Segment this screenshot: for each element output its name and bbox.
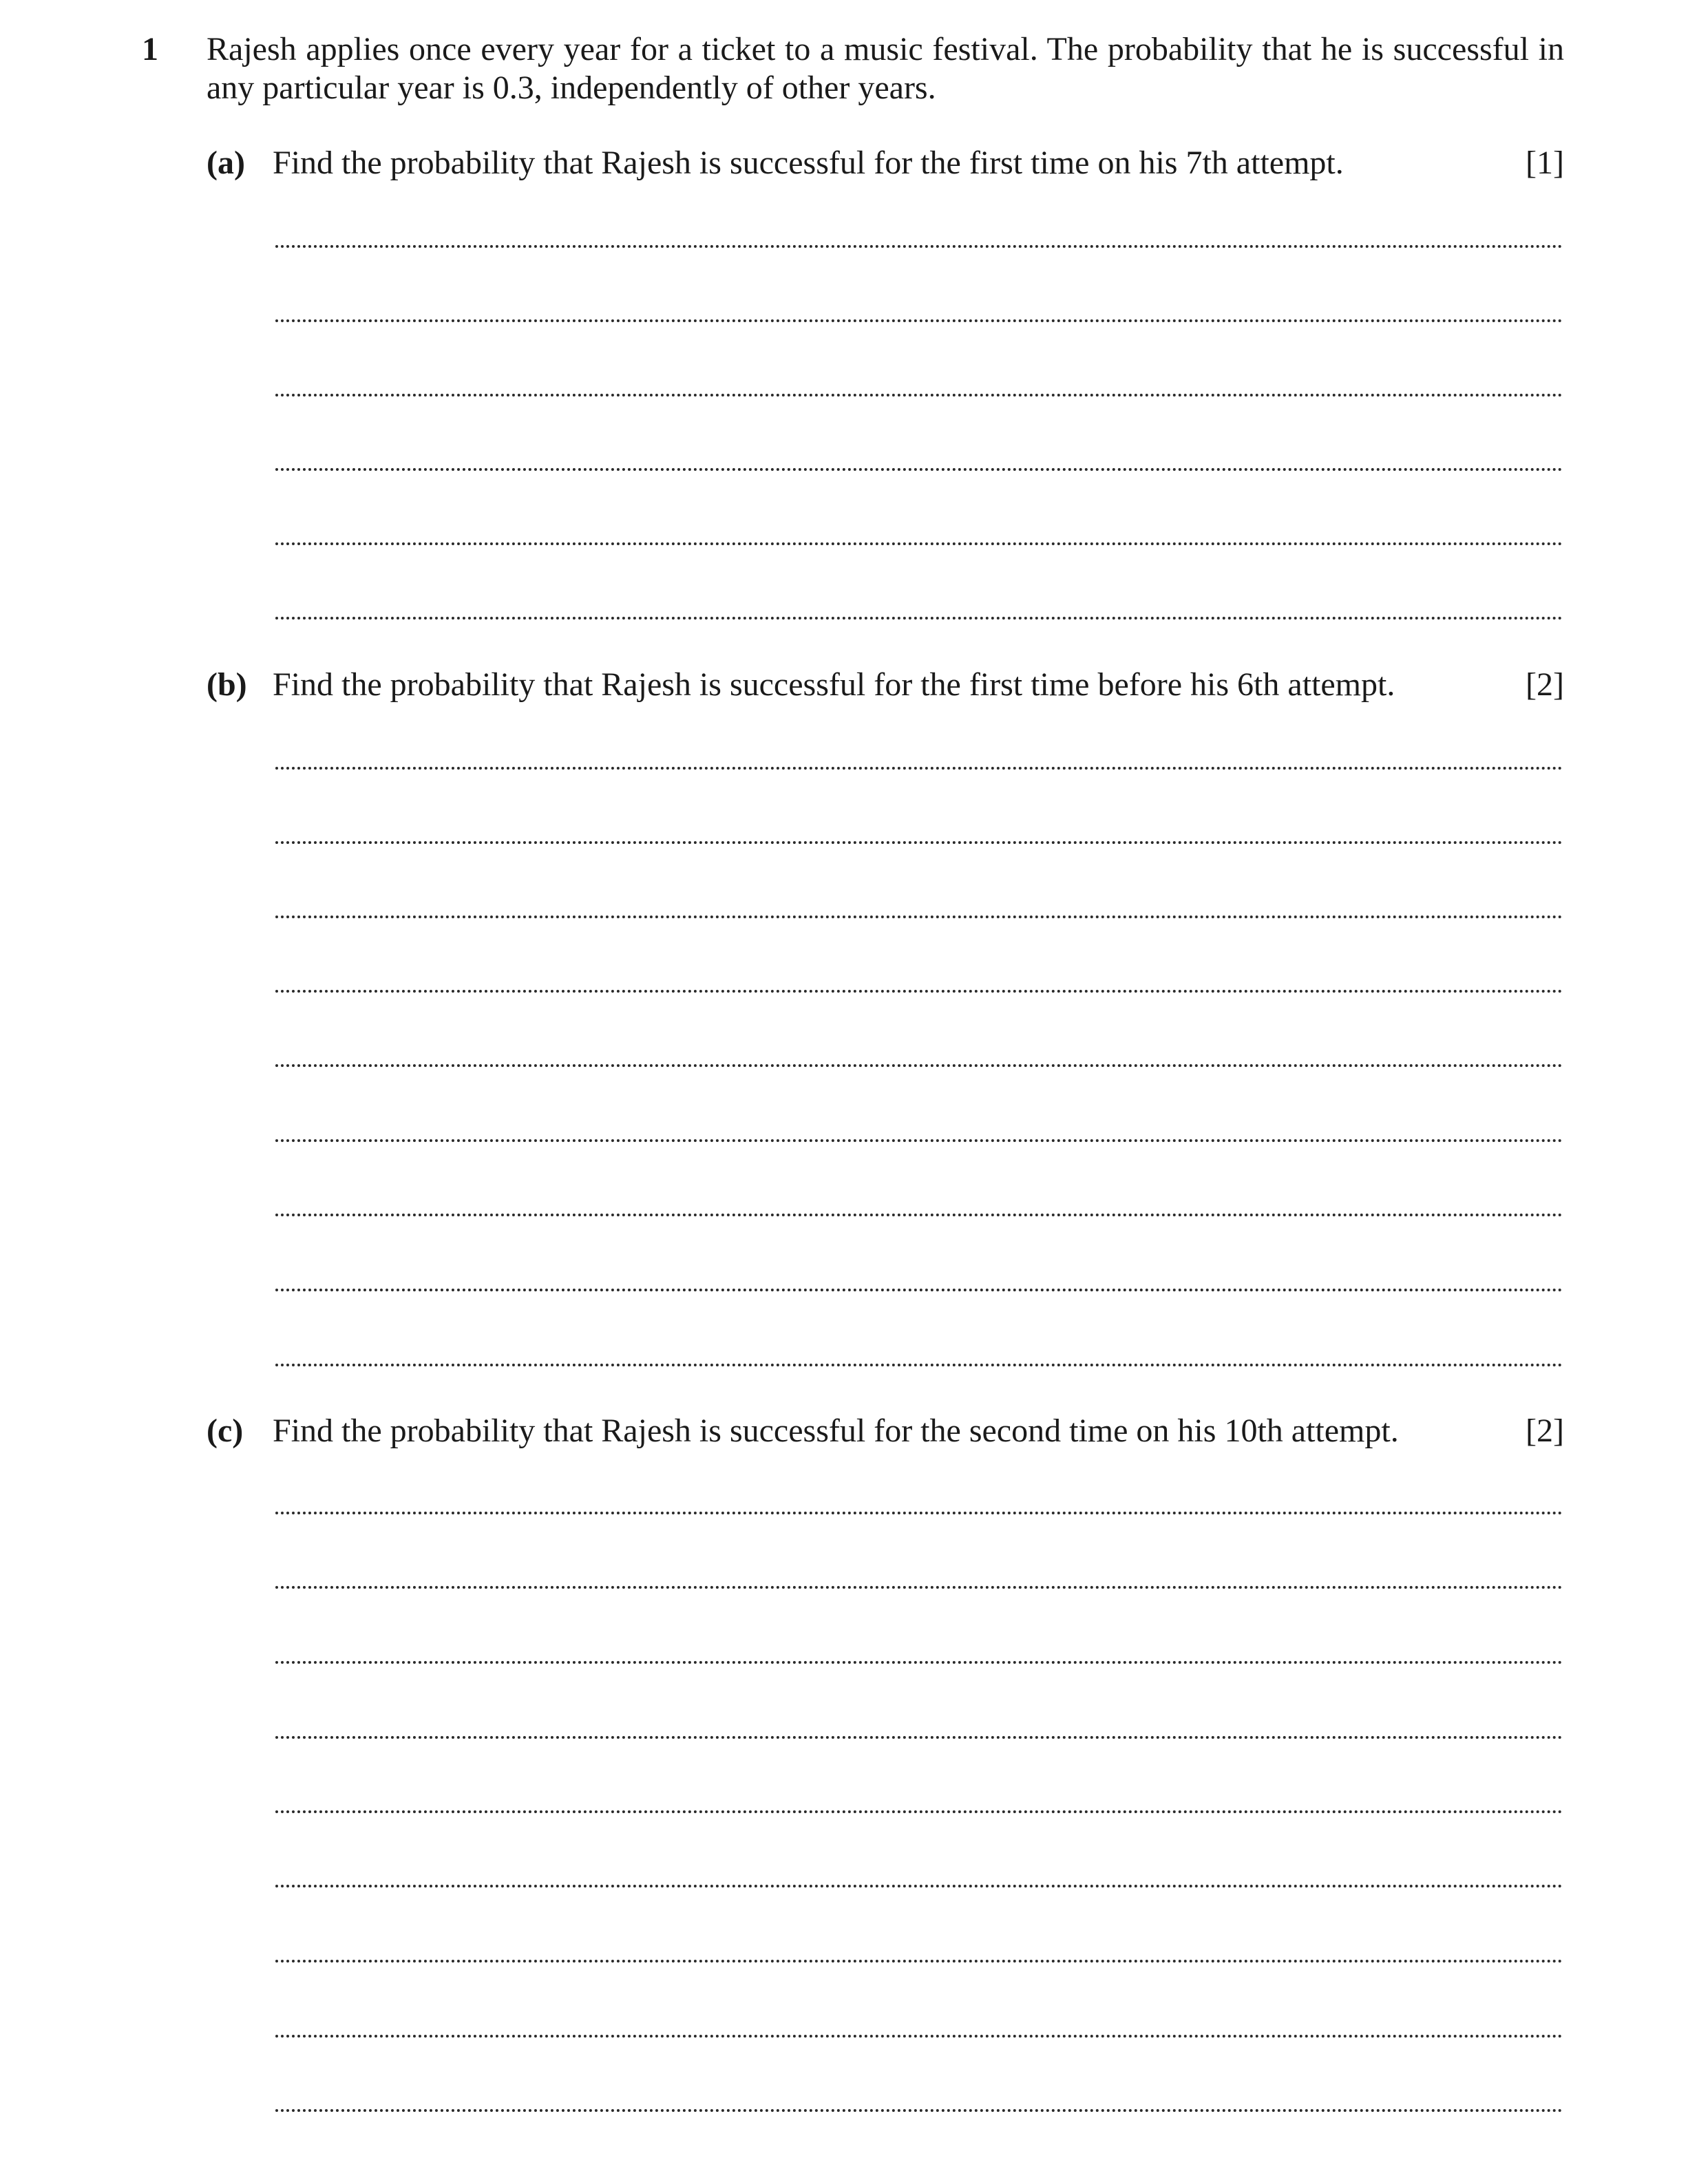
answer-line[interactable] [275,1289,1563,1291]
part-a-marks: [1] [1526,145,1564,181]
part-c-text: Find the probability that Rajesh is successful for the second time on his 10th attempt. [273,1413,1399,1449]
part-a-text: Find the probability that Rajesh is successful for the first time on his 7th attempt. [273,145,1344,181]
answer-line[interactable] [275,319,1563,322]
answer-line[interactable] [275,1586,1563,1589]
answer-line[interactable] [275,1139,1563,1142]
answer-line[interactable] [275,841,1563,844]
answer-line[interactable] [275,1736,1563,1739]
answer-line[interactable] [275,1885,1563,1887]
answer-line[interactable] [275,468,1563,471]
part-c-marks: [2] [1526,1413,1564,1449]
part-b-heading [207,664,1564,706]
answer-line[interactable] [275,1661,1563,1664]
answer-line[interactable] [275,542,1563,545]
part-c-heading [207,1410,1564,1452]
part-b-text: Find the probability that Rajesh is successful for the first time before his 6th attempt. [273,666,1395,703]
part-a-heading [207,142,1564,184]
answer-line[interactable] [275,1214,1563,1216]
question-number: 1 [142,31,158,67]
answer-line[interactable] [275,617,1563,620]
answer-line[interactable] [275,916,1563,918]
part-a-label: (a) [207,145,245,181]
part-b-label: (b) [207,666,247,703]
answer-line[interactable] [275,2035,1563,2038]
answer-line[interactable] [275,1064,1563,1067]
question-stem: Rajesh applies once every year for a ticket to a music festival. The probability that he is successful in any particular year is 0.3, independently of other years. [207,31,1564,106]
answer-line[interactable] [275,990,1563,993]
answer-line[interactable] [275,767,1563,770]
answer-line[interactable] [275,394,1563,396]
answer-line[interactable] [275,1960,1563,1963]
answer-line[interactable] [275,2109,1563,2112]
answer-line[interactable] [275,1512,1563,1514]
part-b-marks: [2] [1526,666,1564,703]
answer-line[interactable] [275,1810,1563,1813]
part-c-label: (c) [207,1413,244,1449]
answer-line[interactable] [275,1364,1563,1366]
answer-line[interactable] [275,245,1563,248]
